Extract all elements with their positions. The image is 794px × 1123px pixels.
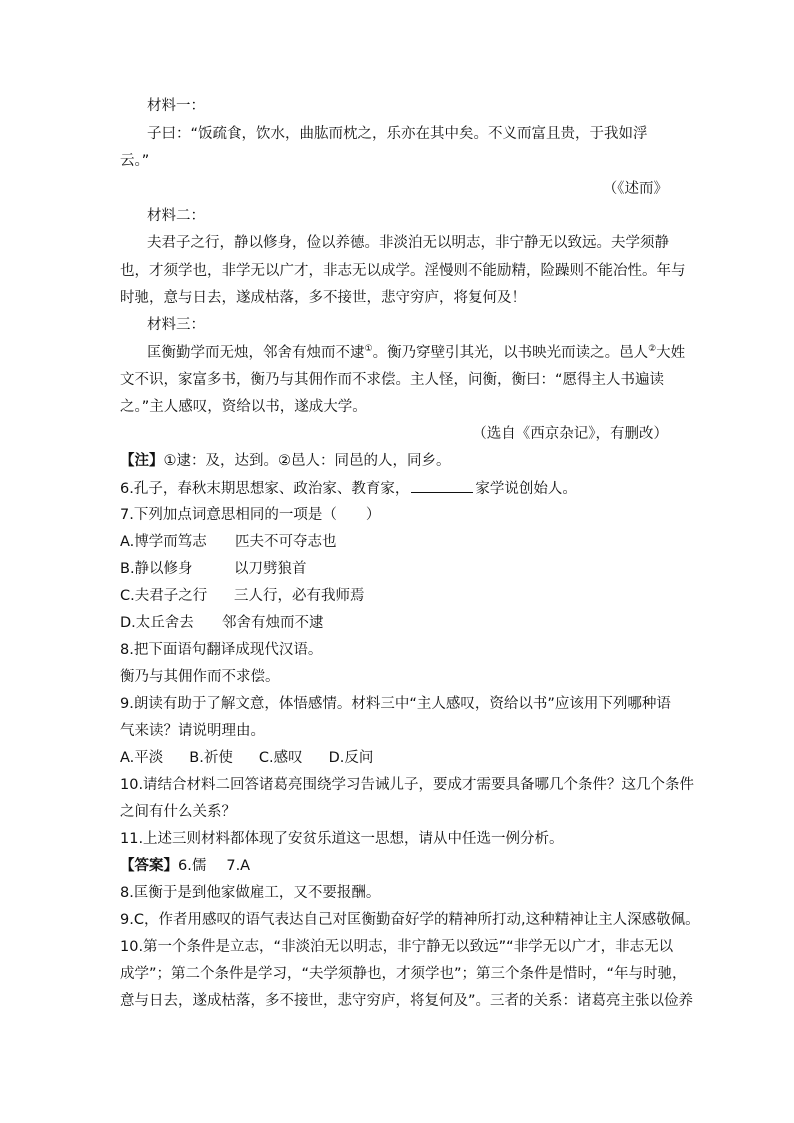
material3-heading: 材料三： xyxy=(147,317,205,333)
question-7: 7.下列加点词意思相同的一项是（ ） xyxy=(120,507,381,523)
answer-6: 6.儒 xyxy=(178,858,207,874)
q9-option-b: B.祈使 xyxy=(189,750,233,766)
note-label: 【注】 xyxy=(120,453,164,469)
fill-blank[interactable] xyxy=(411,478,473,493)
footnote-ref-1: ① xyxy=(364,344,373,354)
q9-option-c: C.感叹 xyxy=(258,750,303,766)
note-text: ①逮：及，达到。②邑人：同邑的人，同乡。 xyxy=(163,453,451,469)
q7-option-d: D.太丘舍去 邻舍有烛而不逮 xyxy=(120,615,324,631)
material2-line-1: 夫君子之行，静以修身，俭以养德。非淡泊无以明志，非宁静无以致远。夫学须静 xyxy=(147,235,669,251)
material3-line-3: 之。”主人感叹，资给以书，遂成大学。 xyxy=(120,399,367,415)
answer-9: 9.C，作者用感叹的语气表达自己对匡衡勤奋好学的精神所打动,这种精神让主人深感敬佩。 xyxy=(120,912,700,928)
material3-line-2: 文不识，家富多书，衡乃与其佣作而不求偿。主人怪，问衡，衡曰：“愿得主人书遍读 xyxy=(120,372,665,388)
question-10-line-1: 10.请结合材料二回答诸葛亮围绕学习告诫儿子，要成才需要具备哪几个条件？这几个条件 xyxy=(120,777,695,793)
q9-option-d: D.反问 xyxy=(328,750,374,766)
question-9-line-2: 气来读？请说明理由。 xyxy=(120,723,265,739)
q7-option-a: A.博学而笃志 匹夫不可夺志也 xyxy=(120,534,337,550)
material3-line-1: 匡衡勤学而无烛，邻舍有烛而不逮①。衡乃穿壁引其光，以书映光而读之。邑人②大姓 xyxy=(147,344,686,361)
material2-line-2: 也，才须学也，非学无以广才，非志无以成学。淫慢则不能励精，险躁则不能冶性。年与 xyxy=(120,263,686,279)
answers-header xyxy=(120,856,250,876)
answer-8: 8.匡衡于是到他家做雇工，又不要报酬。 xyxy=(120,885,381,901)
q7-option-b: B.静以修身 以刀劈狼首 xyxy=(120,561,307,577)
footnote-ref-2: ② xyxy=(648,344,657,354)
question-6: 6.孔子，春秋末期思想家、政治家、教育家， 家学说创始人。 xyxy=(120,478,577,499)
answer-10-line-3: 意与日去，遂成枯落，多不接世，悲守穷庐，将复何及”。三者的关系：诸葛亮主张以俭养 xyxy=(120,993,694,1009)
footnote xyxy=(120,451,451,471)
answer-10-line-2: 成学”；第二个条件是学习，“夫学须静也，才须学也”；第三个条件是惜时，“年与时驰， xyxy=(120,966,687,982)
answers-label: 【答案】 xyxy=(120,858,178,874)
material2-line-3: 时驰，意与日去，遂成枯落，多不接世，悲守穷庐，将复何及！ xyxy=(120,290,526,306)
answer-10-line-1: 10.第一个条件是立志，“非淡泊无以明志，非宁静无以致远”“非学无以广才，非志无以 xyxy=(120,939,674,955)
material1-heading: 材料一： xyxy=(147,98,205,114)
q7-option-c: C.夫君子之行 三人行，必有我师焉 xyxy=(120,588,365,604)
question-8-sentence: 衡乃与其佣作而不求偿。 xyxy=(120,669,280,685)
question-11: 11.上述三则材料都体现了安贫乐道这一思想，请从中任选一例分析。 xyxy=(120,831,564,847)
q9-options xyxy=(120,748,373,768)
question-8: 8.把下面语句翻译成现代汉语。 xyxy=(120,642,323,658)
question-10-line-2: 之间有什么关系？ xyxy=(120,804,236,820)
q9-option-a: A.平淡 xyxy=(120,750,164,766)
material1-line-2: 云。” xyxy=(120,153,150,169)
material1-source: （《述而》 xyxy=(602,181,668,197)
material3-source: （选自《西京杂记》，有删改） xyxy=(472,426,668,442)
question-9-line-1: 9.朗读有助于了解文意，体悟感情。材料三中“主人感叹，资给以书”应该用下列哪种语 xyxy=(120,696,671,712)
material2-heading: 材料二： xyxy=(147,208,205,224)
answer-7: 7.A xyxy=(226,858,251,874)
material1-line-1: 子曰：“饭疏食，饮水，曲肱而枕之，乐亦在其中矣。不义而富且贵，于我如浮 xyxy=(147,126,648,142)
